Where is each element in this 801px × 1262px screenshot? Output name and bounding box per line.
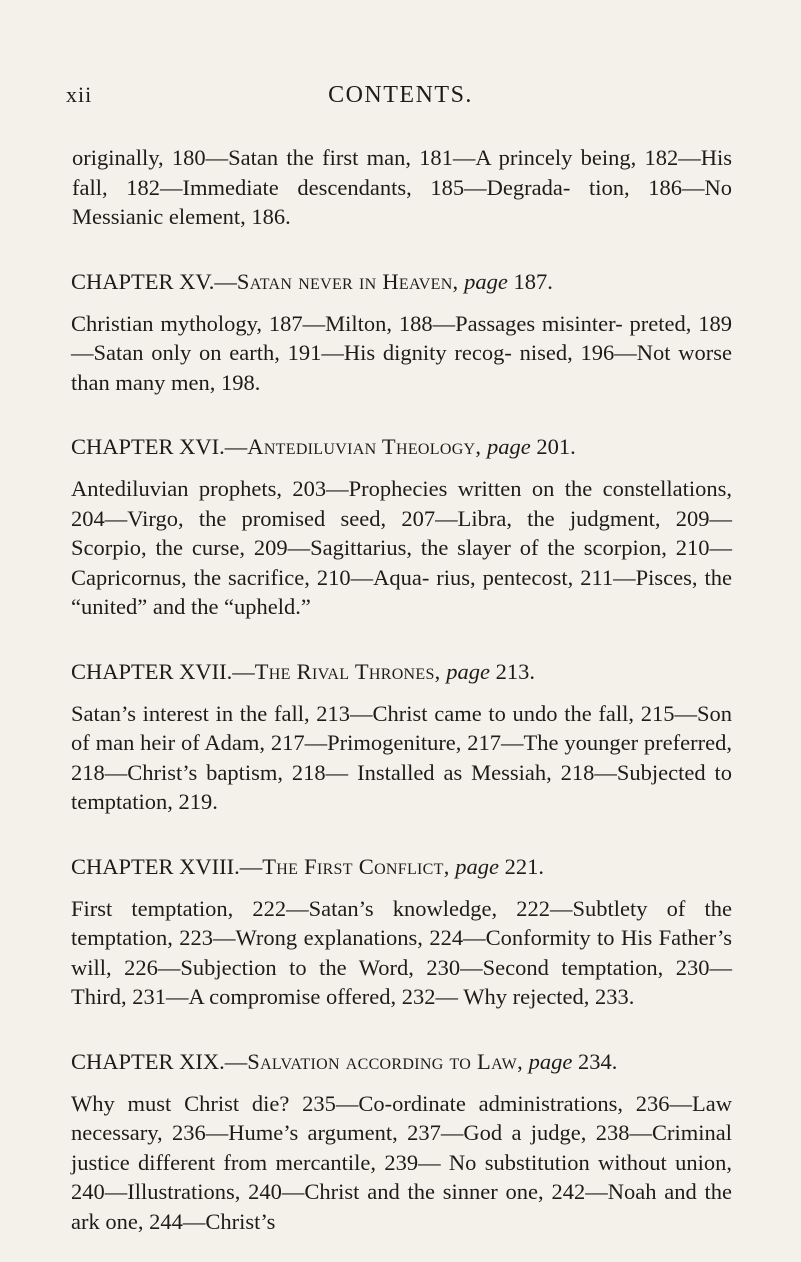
chapter-heading <box>68 852 732 882</box>
running-title: CONTENTS. <box>328 82 473 108</box>
chapter-label: CHAPTER XVIII.— <box>71 853 263 879</box>
chapter-page-number: 201. <box>536 434 576 459</box>
chapter-heading <box>68 1047 732 1077</box>
page-word: page <box>528 1048 573 1074</box>
chapter-title: Antediluvian Theology, <box>247 434 482 459</box>
chapter-heading <box>68 432 732 462</box>
chapter-heading <box>68 657 732 687</box>
page-number: xii <box>66 82 93 107</box>
contents-body <box>68 143 732 1236</box>
chapter-page-number: 213. <box>495 658 535 684</box>
chapter-page-number: 221. <box>504 853 545 879</box>
chapter-summary: Why must Christ die? 235—Co-ordinate administrations, 236—Law necessary, 236—Hume’s argument, 237—God a judge, 238—Criminal justice different from mercantile, 239— No substitution without union, 240—Illustrations, 240—Christ and the sinner one, 242—Noah and the ark one, 244—Christ’s <box>71 1090 732 1234</box>
chapter-label: CHAPTER XVII.— <box>71 658 255 684</box>
intro-paragraph: originally, 180—Satan the first man, 181—A princely being, 182—His fall, 182—Immediate descendants, 185—Degrada- tion, 186—No Messianic element, 186. <box>72 145 732 229</box>
page-word: page <box>455 853 500 879</box>
chapter-title: The First Conflict, <box>262 853 450 879</box>
chapter-heading <box>68 267 732 297</box>
chapter-title: The Rival Thrones, <box>254 658 441 684</box>
chapter-label: CHAPTER XV.— <box>71 268 237 294</box>
chapter-page-number: 234. <box>578 1048 618 1074</box>
chapter-label: CHAPTER XIX.— <box>71 1048 248 1074</box>
page-word: page <box>486 434 531 459</box>
page-header <box>66 82 735 112</box>
chapter-page-number: 187. <box>513 268 553 294</box>
chapter-title: Satan never in Heaven, <box>236 268 459 294</box>
chapter-label: CHAPTER XVI.— <box>71 434 248 459</box>
chapter-summary: Satan’s interest in the fall, 213—Christ came to undo the fall, 215—Son of man heir of Adam, 217—Primogeniture, 217—The younger preferred, 218—Christ’s baptism, 218— Installed as Messiah, 218—Subjected to temptation, 219. <box>71 700 732 814</box>
chapter-summary: Antediluvian prophets, 203—Prophecies written on the constellations, 204—Virgo, the promised seed, 207—Libra, the judgment, 209—Scorpio, the curse, 209—Sagittarius, the slayer of the scorpion, 210—Capricornus, the sacrifice, 210—Aqua- rius, pentecost, 211—Pisces, the “united” and the “upheld.” <box>71 476 732 619</box>
chapter-summary: Christian mythology, 187—Milton, 188—Passages misinter- preted, 189—Satan only on earth, 191—His dignity recog- nised, 196—Not worse than many men, 198. <box>71 310 732 395</box>
page-word: page <box>464 268 508 294</box>
chapter-summary: First temptation, 222—Satan’s knowledge, 222—Subtlety of the temptation, 223—Wrong explanations, 224—Conformity to His Father’s will, 226—Subjection to the Word, 230—Second temptation, 230—Third, 231—A compromise offered, 232— Why rejected, 233. <box>71 895 732 1009</box>
page-word: page <box>446 658 490 684</box>
chapter-title: Salvation according to Law, <box>247 1048 523 1074</box>
